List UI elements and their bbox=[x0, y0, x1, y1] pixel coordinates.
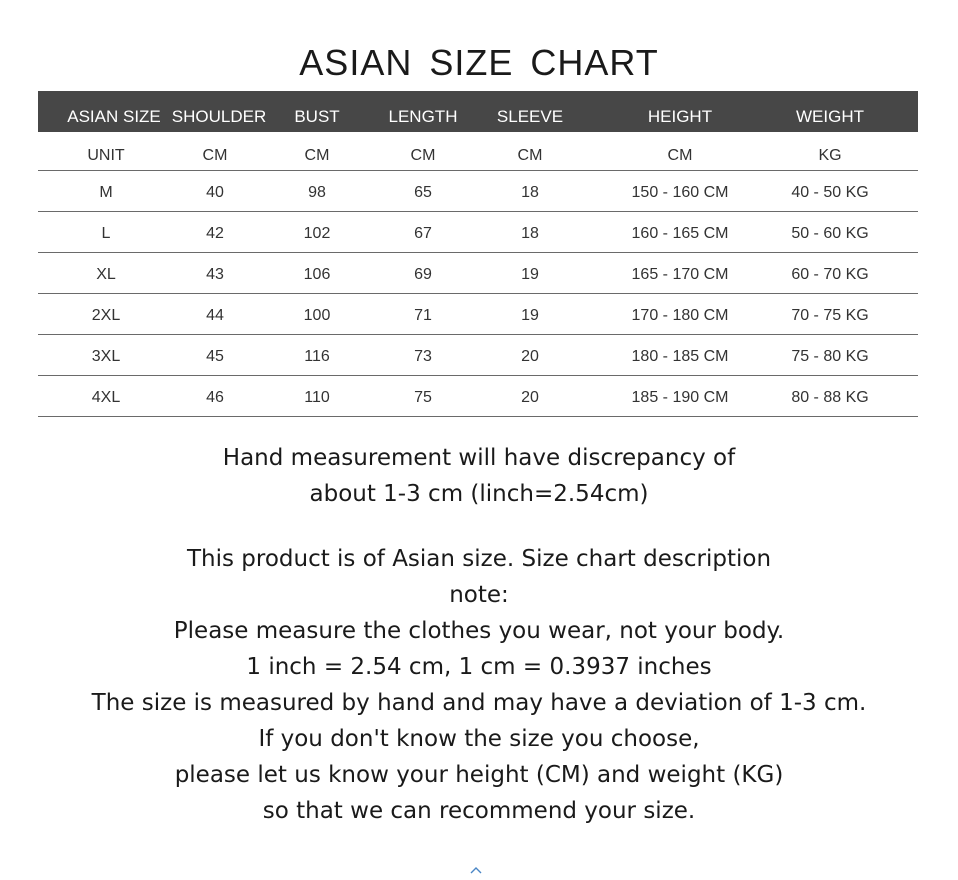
size-cell: L bbox=[101, 225, 111, 242]
note-line: This product is of Asian size. Size chart description bbox=[186, 546, 772, 572]
length-cell: 75 bbox=[414, 389, 432, 406]
table-row bbox=[38, 335, 918, 376]
header-sleeve: SLEEVE bbox=[496, 107, 564, 126]
length-cell: 67 bbox=[414, 225, 432, 242]
shoulder-cell: 44 bbox=[206, 307, 224, 324]
table-row bbox=[38, 294, 918, 335]
unit-cell: UNIT bbox=[87, 147, 125, 164]
header-bust: BUST bbox=[294, 107, 340, 126]
header-length: LENGTH bbox=[388, 107, 458, 126]
sleeve-cell: 18 bbox=[521, 225, 539, 242]
header-weight: WEIGHT bbox=[796, 107, 864, 126]
note-line: The size is measured by hand and may have a deviation of 1-3 cm. bbox=[91, 690, 867, 716]
bust-cell: 100 bbox=[303, 307, 331, 324]
length-cell: 73 bbox=[414, 348, 432, 365]
sleeve-cell: 19 bbox=[521, 266, 539, 283]
bust-cell: 106 bbox=[303, 266, 331, 283]
size-cell: 4XL bbox=[91, 389, 121, 406]
weight-cell: 75 - 80 KG bbox=[791, 348, 869, 365]
size-description-note bbox=[0, 541, 958, 829]
size-cell: 3XL bbox=[91, 348, 121, 365]
length-cell: 71 bbox=[414, 307, 432, 324]
shoulder-cell: 45 bbox=[206, 348, 224, 365]
weight-cell: 70 - 75 KG bbox=[791, 307, 869, 324]
note-line: 1 inch = 2.54 cm, 1 cm = 0.3937 inches bbox=[246, 654, 712, 680]
measurement-note bbox=[0, 440, 958, 512]
header-shoulder: SHOULDER bbox=[171, 107, 267, 126]
note-line: Please measure the clothes you wear, not your body. bbox=[173, 618, 785, 644]
unit-cell: CM bbox=[410, 147, 436, 164]
length-cell: 65 bbox=[414, 184, 432, 201]
header-asian-size: ASIAN SIZE bbox=[67, 107, 161, 126]
bust-cell: 98 bbox=[308, 184, 326, 201]
sleeve-cell: 18 bbox=[521, 184, 539, 201]
weight-cell: 40 - 50 KG bbox=[791, 184, 869, 201]
note-line: If you don't know the size you choose, bbox=[258, 726, 700, 752]
bust-cell: 116 bbox=[304, 348, 330, 365]
sleeve-cell: 20 bbox=[521, 389, 539, 406]
weight-cell: 60 - 70 KG bbox=[791, 266, 869, 283]
note-line: so that we can recommend your size. bbox=[262, 798, 696, 824]
unit-cell: CM bbox=[517, 147, 543, 164]
note-line: about 1-3 cm (linch=2.54cm) bbox=[309, 481, 649, 507]
shoulder-cell: 42 bbox=[206, 225, 224, 242]
shoulder-cell: 46 bbox=[206, 389, 224, 406]
sleeve-cell: 19 bbox=[521, 307, 539, 324]
weight-cell: 50 - 60 KG bbox=[791, 225, 869, 242]
note-line: Hand measurement will have discrepancy of bbox=[222, 445, 736, 471]
table-row bbox=[38, 376, 918, 417]
table-row bbox=[38, 253, 918, 294]
unit-cell: CM bbox=[202, 147, 228, 164]
height-cell: 160 - 165 CM bbox=[631, 225, 729, 242]
height-cell: 150 - 160 CM bbox=[631, 184, 729, 201]
unit-cell: CM bbox=[304, 147, 330, 164]
size-chart-table bbox=[38, 91, 918, 417]
unit-cell: CM bbox=[667, 147, 693, 164]
note-line: note: bbox=[449, 582, 509, 608]
page-title: ASIAN SIZE CHART bbox=[299, 42, 659, 83]
shoulder-cell: 40 bbox=[206, 184, 224, 201]
table-header-row bbox=[38, 91, 918, 132]
height-cell: 165 - 170 CM bbox=[631, 266, 729, 283]
shoulder-cell: 43 bbox=[206, 266, 224, 283]
header-height: HEIGHT bbox=[647, 107, 713, 126]
bust-cell: 102 bbox=[303, 225, 331, 242]
height-cell: 180 - 185 CM bbox=[631, 348, 729, 365]
note-line: please let us know your height (CM) and weight (KG) bbox=[174, 762, 784, 788]
height-cell: 185 - 190 CM bbox=[631, 389, 729, 406]
sleeve-cell: 20 bbox=[521, 348, 539, 365]
table-row bbox=[38, 171, 918, 212]
height-cell: 170 - 180 CM bbox=[631, 307, 729, 324]
size-cell: 2XL bbox=[91, 307, 121, 324]
unit-row bbox=[38, 132, 918, 171]
size-cell: XL bbox=[96, 266, 116, 283]
table-row bbox=[38, 212, 918, 253]
unit-cell: KG bbox=[818, 147, 842, 164]
weight-cell: 80 - 88 KG bbox=[791, 389, 869, 406]
bust-cell: 110 bbox=[304, 389, 330, 406]
chevron-up-icon[interactable] bbox=[470, 862, 482, 872]
length-cell: 69 bbox=[414, 266, 432, 283]
size-cell: M bbox=[99, 184, 113, 201]
